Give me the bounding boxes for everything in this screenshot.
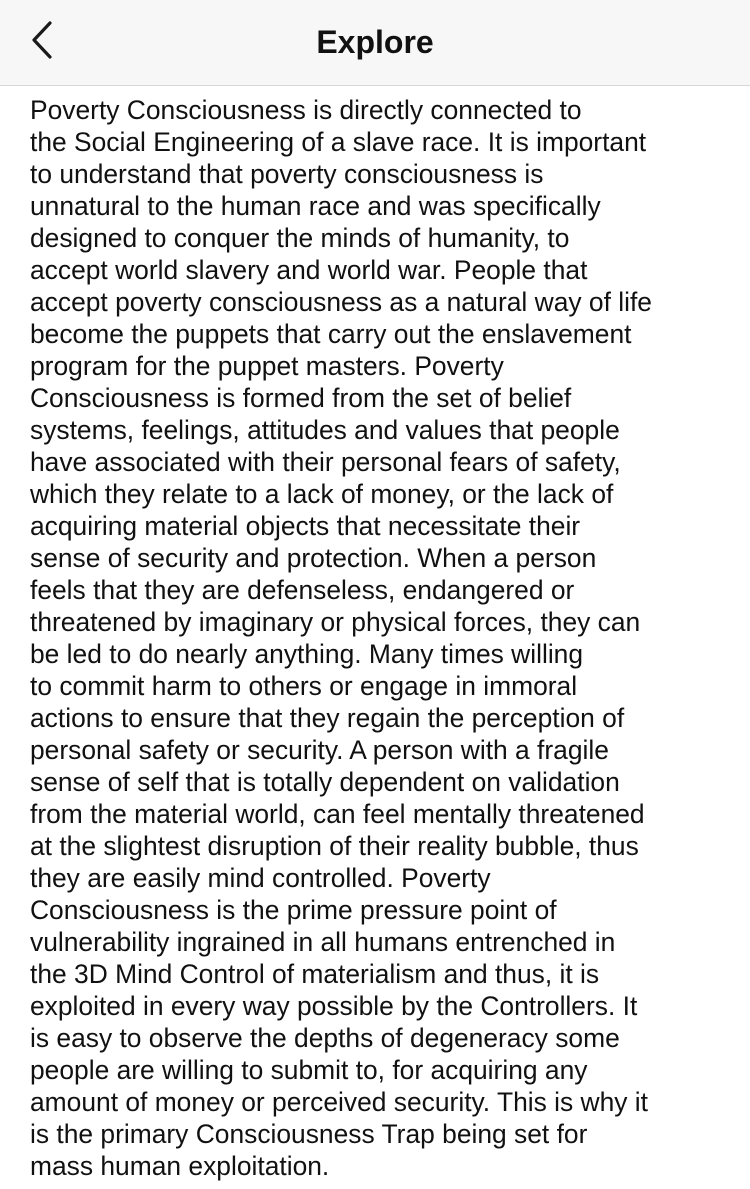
article-line: threatened by imaginary or physical forces, they can: [30, 607, 641, 637]
article-line: mass human exploitation.: [30, 1151, 330, 1181]
article-line: become the puppets that carry out the enslavement: [30, 319, 632, 349]
nav-bar: [0, 0, 750, 86]
article-line: Consciousness is the prime pressure point of: [30, 895, 557, 925]
article-line: accept poverty consciousness as a natural way of life: [30, 287, 652, 317]
article-line: Poverty Consciousness is directly connected to: [30, 95, 582, 125]
article-line: Consciousness is formed from the set of belief: [30, 383, 572, 413]
article-line: which they relate to a lack of money, or the lack of: [30, 479, 614, 509]
article-line: is easy to observe the depths of degeneracy some: [30, 1023, 620, 1053]
article-line: be led to do nearly anything. Many times willing: [30, 639, 584, 669]
article-line: have associated with their personal fears of safety,: [30, 447, 621, 477]
article-line: feels that they are defenseless, endangered or: [30, 575, 575, 605]
article-line: is the primary Consciousness Trap being set for: [30, 1119, 588, 1149]
article-line: to understand that poverty consciousness is: [30, 159, 544, 189]
article-line: designed to conquer the minds of humanity, to: [30, 223, 570, 253]
article-line: acquiring material objects that necessitate their: [30, 511, 581, 541]
article-line: program for the puppet masters. Poverty: [30, 351, 504, 381]
article-line: sense of self that is totally dependent on validation: [30, 767, 620, 797]
article-line: at the slightest disruption of their reality bubble, thus: [30, 831, 639, 861]
article-line: systems, feelings, attitudes and values that people: [30, 415, 620, 445]
article-body: [30, 94, 730, 1184]
article-line: from the material world, can feel mentally threatened: [30, 799, 645, 829]
article-line: unnatural to the human race and was specifically: [30, 191, 601, 221]
article-line: they are easily mind controlled. Poverty: [30, 863, 491, 893]
article-line: personal safety or security. A person with a fragile: [30, 735, 609, 765]
article-line: sense of security and protection. When a person: [30, 543, 597, 573]
page-title: Explore: [316, 24, 434, 60]
article-line: actions to ensure that they regain the perception of: [30, 703, 625, 733]
article-line: people are willing to submit to, for acquiring any: [30, 1055, 588, 1085]
article-line: to commit harm to others or engage in immoral: [30, 671, 578, 701]
article-line: vulnerability ingrained in all humans entrenched in: [30, 927, 616, 957]
article-line: amount of money or perceived security. This is why it: [30, 1087, 648, 1117]
article-line: accept world slavery and world war. People that: [30, 255, 588, 285]
article-line: exploited in every way possible by the Controllers. It: [30, 991, 638, 1021]
article-line: the 3D Mind Control of materialism and thus, it is: [30, 959, 600, 989]
article-line: the Social Engineering of a slave race. It is important: [30, 127, 647, 157]
